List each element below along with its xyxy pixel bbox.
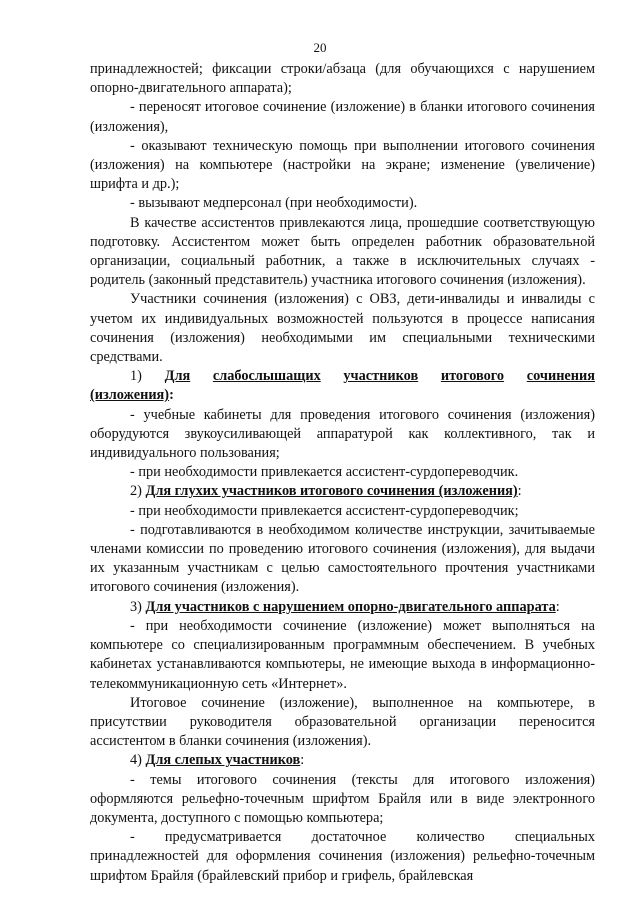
paragraph: Участники сочинения (изложения) с ОВЗ, дети-инвалиды и инвалиды с учетом их индивидуальных возможностей пользуются в процессе написания сочинения (изложения) необходимыми им специальными техническими средствами. [90, 291, 595, 366]
section-heading-3: 3) Для участников с нарушением опорно-двигательного аппарата: [130, 598, 560, 615]
paragraph: - при необходимости сочинение (изложение) может выполняться на компьютере со специализированным программным обеспечением. В учебных кабинетах устанавливаются компьютеры, не имеющие выхода в информационно-телекоммуникационную сеть «Интернет». [90, 617, 595, 692]
paragraph: - предусматривается достаточное количество специальных принадлежностей для оформления сочинения (изложения) рельефно-точечным шрифтом Брайля (брайлевский прибор и грифель, брайлевская [90, 829, 595, 884]
paragraph: Итоговое сочинение (изложение), выполненное на компьютере, в присутствии руководителя образовательной организации переносится ассистентом в бланки сочинения (изложения). [90, 694, 595, 750]
paragraph: - вызывают медперсонал (при необходимости). [130, 195, 418, 212]
paragraph: - переносят итоговое сочинение (изложение) в бланки итогового сочинения (изложения), [90, 99, 595, 135]
section-heading-2: 2) Для глухих участников итогового сочинения (изложения): [130, 483, 522, 500]
heading-word: итогового [440, 368, 505, 385]
paragraph: - подготавливаются в необходимом количестве инструкции, зачитываемые членами комиссии по проведению итогового сочинения (изложения), для выдачи их указанным участникам с целью самостоятельного прочтения участниками итогового сочинения (изложения). [90, 521, 595, 596]
heading-word: участников [343, 368, 419, 385]
paragraph: - при необходимости привлекается ассистент-сурдопереводчик; [130, 502, 519, 519]
paragraph: принадлежностей; фиксации строки/абзаца (для обучающихся с нарушением опорно-двигательного аппарата); [90, 61, 595, 97]
section-heading-1 [90, 367, 595, 386]
heading-tail: (изложения): [90, 387, 174, 404]
heading-word: слабослышащих [212, 368, 321, 385]
paragraph: - учебные кабинеты для проведения итогового сочинения (изложения) оборудуются звукоусиливающей аппаратурой как коллективного, так и индивидуального пользования; [90, 406, 595, 462]
paragraph: В качестве ассистентов привлекаются лица, прошедшие соответствующую подготовку. Ассистентом может быть определен работник образовательной организации, социальный работник, а также в исключительных случаях - родитель (законный представитель) участника итогового сочинения (изложения). [90, 214, 595, 289]
paragraph: - оказывают техническую помощь при выполнении итогового сочинения (изложения) на компьютере (настройки на экране; изменение (увеличение) шрифта и др.); [90, 137, 595, 193]
section-heading-4: 4) Для слепых участников: [130, 752, 305, 769]
page-number: 20 [313, 40, 327, 55]
document-body [90, 60, 595, 886]
heading-word: Для [164, 368, 191, 385]
paragraph: - при необходимости привлекается ассистент-сурдопереводчик. [130, 464, 519, 481]
paragraph: - темы итогового сочинения (тексты для итогового изложения) оформляются рельефно-точечным шрифтом Брайля или в виде электронного документа, доступного с помощью компьютера; [90, 771, 595, 826]
heading-word: сочинения [526, 368, 595, 385]
heading-number: 1) [130, 368, 142, 385]
